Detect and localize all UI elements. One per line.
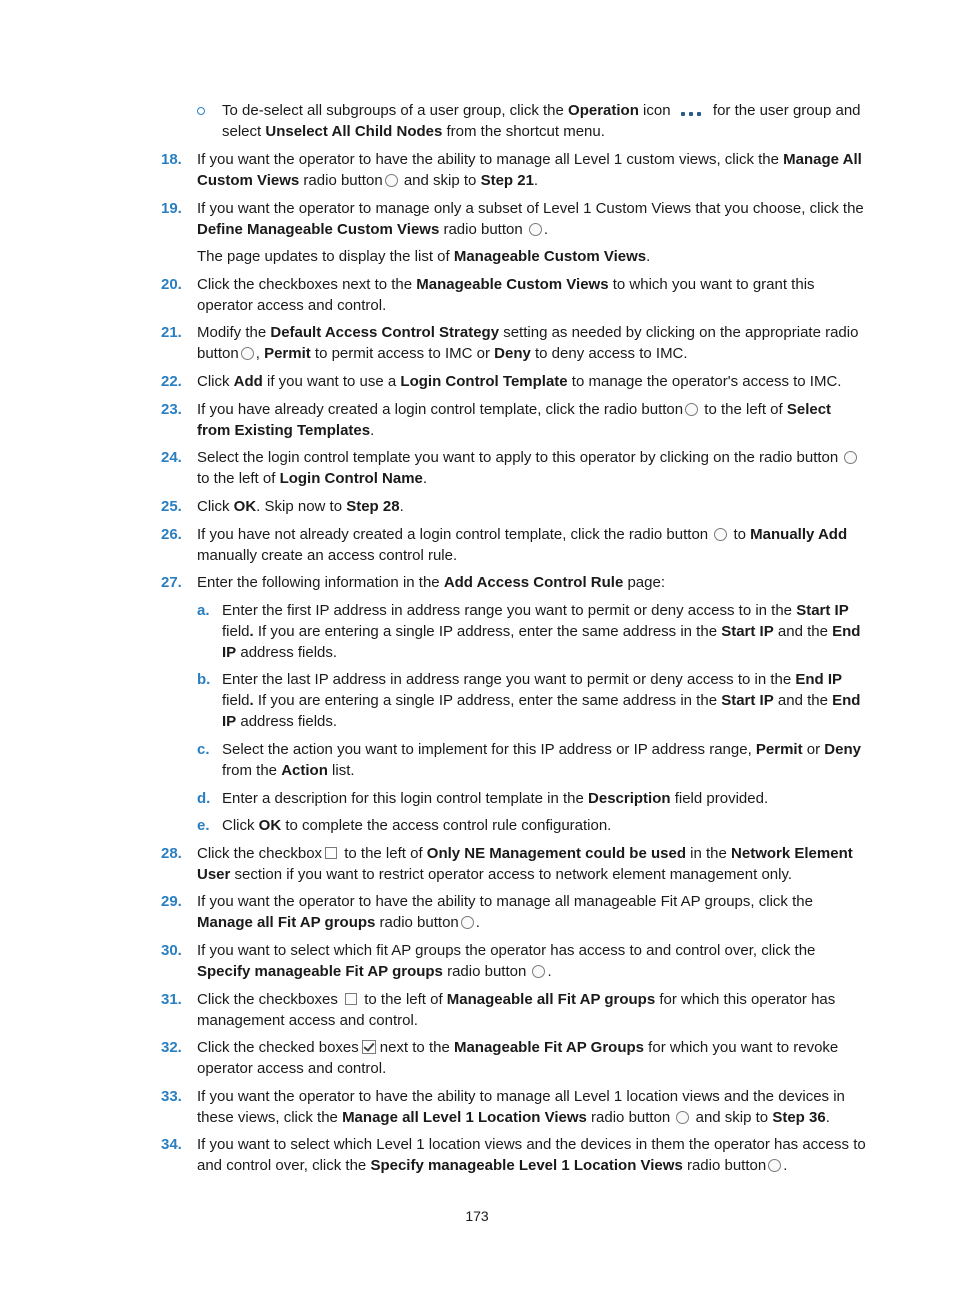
step-30: If you want to select which fit AP groups the operator has access to and control over, click the Specify manageable Fit AP groups radio button .	[197, 942, 816, 980]
step-22: Click Add if you want to use a Login Control Template to manage the operator's access to IMC.	[197, 373, 842, 390]
checked-checkbox-icon	[362, 1040, 376, 1054]
step-20: Click the checkboxes next to the Manageable Custom Views to which you want to grant this operator access and control.	[197, 276, 815, 314]
step-number: 21.	[161, 324, 182, 341]
substep-letter: c.	[197, 741, 210, 758]
step-27c: Select the action you want to implement for this IP address or IP address range, Permit or Deny from the Action list.	[222, 741, 861, 779]
step-33: If you want the operator to have the ability to manage all Level 1 location views and the devices in these views, click the Manage all Level 1 Location Views radio button and skip to Step 36.	[197, 1088, 845, 1126]
step-number: 23.	[161, 401, 182, 418]
step-number: 33.	[161, 1088, 182, 1105]
radio-button-icon	[676, 1111, 689, 1124]
step-27a: Enter the first IP address in address range you want to permit or deny access to in the Start IP field. If you are entering a single IP address, enter the same address in the Start IP and the End IP address fields.	[222, 602, 861, 661]
radio-button-icon	[241, 347, 254, 360]
step-23: If you have already created a login control template, click the radio button to the left of Select from Existing Templates.	[197, 401, 832, 439]
step-27d: Enter a description for this login control template in the Description field provided.	[222, 790, 769, 807]
step-19-note: The page updates to display the list of Manageable Custom Views.	[197, 248, 651, 265]
step-29: If you want the operator to have the ability to manage all manageable Fit AP groups, click the Manage all Fit AP groups radio button .	[197, 893, 813, 931]
list-item: To de-select all subgroups of a user group, click the Operation icon for the user group and select Unselect All Child Nodes from the shortcut menu.	[222, 102, 861, 140]
radio-button-icon	[685, 403, 698, 416]
radio-button-icon	[844, 451, 857, 464]
list-bullet	[197, 100, 211, 121]
step-24: Select the login control template you want to apply to this operator by clicking on the radio button to the left of Login Control Name.	[197, 447, 867, 489]
radio-button-icon	[768, 1159, 781, 1172]
step-18: If you want the operator to have the ability to manage all Level 1 custom views, click the Manage All Custom Views radio button and skip to Step 21.	[197, 151, 862, 189]
step-number: 19.	[161, 200, 182, 217]
checkbox-icon	[325, 847, 337, 859]
substep-letter: e.	[197, 817, 210, 834]
substep-letter: b.	[197, 671, 211, 688]
step-number: 27.	[161, 574, 182, 591]
step-number: 24.	[161, 449, 182, 466]
step-number: 28.	[161, 845, 182, 862]
step-19: If you want the operator to manage only a subset of Level 1 Custom Views that you choose, click the Define Manageable Custom Views radio button .	[197, 200, 864, 238]
radio-button-icon	[461, 916, 474, 929]
radio-button-icon	[714, 528, 727, 541]
page-number: 173	[465, 1208, 489, 1224]
radio-button-icon	[385, 174, 398, 187]
step-32: Click the checked boxes next to the Manageable Fit AP Groups for which you want to revoke operator access and control.	[197, 1039, 839, 1077]
step-number: 30.	[161, 942, 182, 959]
step-27b: Enter the last IP address in address range you want to permit or deny access to in the End IP field. If you are entering a single IP address, enter the same address in the Start IP and the End IP address fields.	[222, 671, 861, 730]
step-26: If you have not already created a login control template, click the radio button to Manually Add manually create an access control rule.	[197, 526, 848, 564]
step-number: 25.	[161, 498, 182, 515]
step-21: Modify the Default Access Control Strategy setting as needed by clicking on the appropriate radio button , Permit to permit access to IMC or Deny to deny access to IMC.	[197, 324, 859, 362]
step-31: Click the checkboxes to the left of Manageable all Fit AP groups for which this operator has management access and control.	[197, 991, 836, 1029]
step-number: 20.	[161, 276, 182, 293]
step-number: 32.	[161, 1039, 182, 1056]
checkbox-icon	[345, 993, 357, 1005]
step-number: 34.	[161, 1136, 182, 1153]
radio-button-icon	[529, 223, 542, 236]
step-27e: Click OK to complete the access control rule configuration.	[222, 817, 612, 834]
operation-icon	[681, 106, 703, 116]
step-number: 22.	[161, 373, 182, 390]
step-34: If you want to select which Level 1 location views and the devices in them the operator has access to and control over, click the Specify manageable Level 1 Location Views radio button .	[197, 1136, 866, 1174]
substep-letter: d.	[197, 790, 211, 807]
radio-button-icon	[532, 965, 545, 978]
step-number: 26.	[161, 526, 182, 543]
step-number: 31.	[161, 991, 182, 1008]
step-number: 18.	[161, 151, 182, 168]
substep-letter: a.	[197, 602, 210, 619]
step-27: Enter the following information in the Add Access Control Rule page:	[197, 574, 666, 591]
step-25: Click OK. Skip now to Step 28.	[197, 498, 404, 515]
step-number: 29.	[161, 893, 182, 910]
step-28: Click the checkbox to the left of Only NE Management could be used in the Network Element User section if you want to restrict operator access to network element management only.	[197, 845, 853, 883]
